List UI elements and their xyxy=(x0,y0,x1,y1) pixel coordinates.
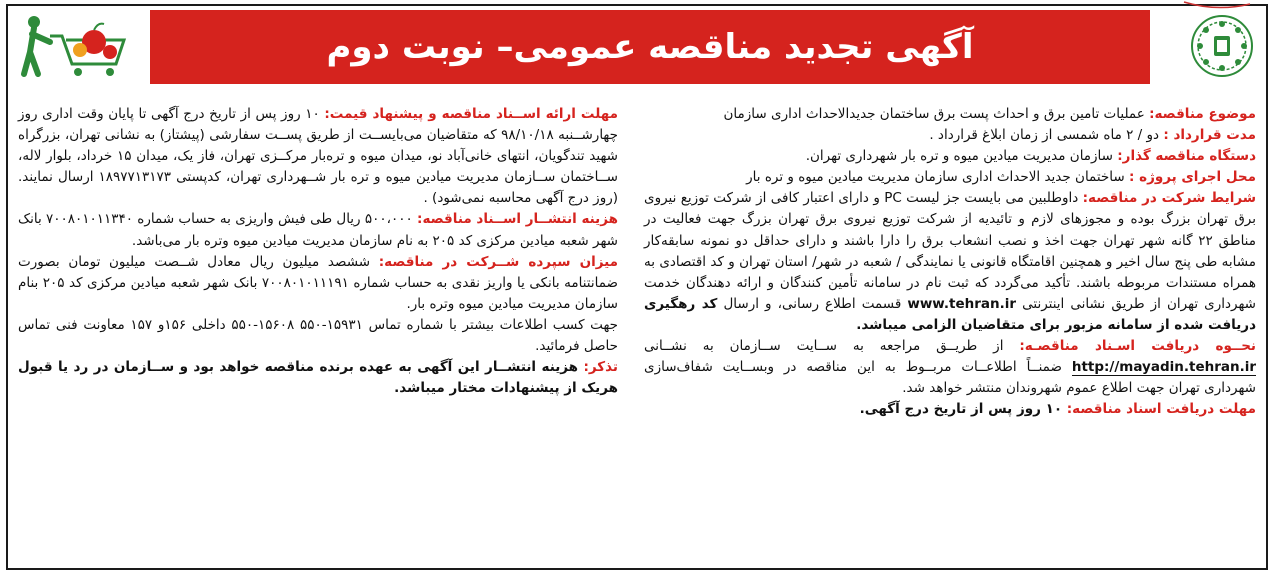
document-receipt-deadline: مهلت دریافت اسناد مناقصه: ۱۰ روز پس از تاریخ درج آگهی. xyxy=(859,401,1256,418)
right-column xyxy=(644,104,1256,420)
participation-conditions: شرایط شرکت در مناقصه: داوطلبین می بایست جز لیست PC و دارای اعتبار کافی از شرکت توزیع نیروی برق تهران بزرگ بوده و مجوزهای لازم و تائیدیه از شرکت توزیع نیروی برق تهران بزرگ جهت فعالیت در مناطق ۲۲ گانه شهر تهران جهت اخذ و نصب انشعاب برق را دارا باشند و دارای حداقل دو نمونه سابقه‌کار مشابه طی پنج سال اخیر و همچنین اقامتگاه قانونی یا نمایندگی / شعبه در شهر/ استان تهران و کد اقتصادی به همراه مستندات مربوطه باشند. تأکید می‌گردد که ثبت نام در سامانه تأمین کنندگان و ارائه دهندگان خدمت شهرداری تهران از طریق نشانی اینترنتی www.tehran.ir قسمت اطلاع رسانی، و ارسال کد رهگیری دریافت شده از سامانه مزبور برای متقاضیان الزامی میباشد. xyxy=(644,190,1257,333)
corner-stroke-icon xyxy=(1182,0,1252,12)
page-title: آگهی تجدید مناقصه عمومی– نوبت دوم xyxy=(326,27,974,67)
mayadin-website-link[interactable]: http://mayadin.tehran.ir xyxy=(1071,359,1256,376)
document-fee: هزینه انتشــار اســناد مناقصه: ۵۰۰،۰۰۰ ریال طی فیش واریزی به حساب شماره ۷۰۰۸۰۱۰۱۱۳۴۰ بانک شهر شعبه میادین مرکزی کد ۲۰۵ به نام سازمان مدیریت میادین میوه وتره بار می‌باشد. xyxy=(17,211,618,249)
left-column xyxy=(18,104,618,399)
tehran-website-link[interactable]: www.tehran.ir xyxy=(907,295,1017,312)
project-location: محل اجرای پروژه : ساختمان جدید الاحداث اداری سازمان مدیریت میادین میوه و تره بار xyxy=(746,169,1256,186)
tendering-organization: دستگاه مناقصه گذار: سازمان مدیریت میادین میوه و تره بار شهرداری تهران. xyxy=(805,148,1256,165)
contact-info: جهت کسب اطلاعات بیشتر با شماره تماس ۱۵۹۳۱-۵۵۰ ۱۵۶۰۸-۵۵۰ داخلی ۱۵۶و ۱۵۷ معاونت فنی تماس حاصل فرمائید. xyxy=(18,316,619,355)
contract-duration: مدت قرارداد : دو / ۲ ماه شمسی از زمان ابلاغ قرارداد . xyxy=(929,127,1256,144)
bid-submission-deadline: مهلت ارائه اســناد مناقصه و پیشنهاد قیمت: ۱۰ روز پس از تاریخ درج آگهی تا پایان وقت اداری روز چهارشــنبه ۹۸/۱۰/۱۸ که متقاضیان می‌بایســت از طریق پســت سفارشی (پیشتاز) به نشانی تهران، بزرگراه شهید تندگویان، انتهای خانی‌آباد نو، میدان میوه و تره‌بار مرکــزی تهران، فاز یک، میدان ۱۵ خرداد، بلوار لاله، ســاختمان ســازمان مدیریت میادین میوه و تره بار شــهرداری تهران، کدپستی ۱۸۹۷۷۱۳۱۷۳ ارسال نمایند. (روز درج آگهی محاسبه نمی‌شود) . xyxy=(18,106,618,207)
notice-remark: تذکر: هزینه انتشــار این آگهی به عهده برنده مناقصه خواهد بود و ســازمان در رد یا قبول هریک از پیشنهادات مختار میباشد. xyxy=(18,359,618,397)
tender-subject: موضوع مناقصه: عملیات تامین برق و احداث پست برق ساختمان جدیدالاحداث اداری سازمان xyxy=(723,106,1256,122)
document-receipt-method: نحــوه دریافت اسـناد مناقصـه: از طریــق مراجعه به ســایت ســازمان به نشــانی http://mayadin.tehran.ir ضمنــاً اطلاعــات مربــوط به این مناقصه در وبســایت شفاف‌سازی شهرداری تهران جهت اطلاع عموم شهروندان منتشر خواهد شد. xyxy=(644,338,1257,397)
title-banner xyxy=(150,10,1150,84)
tehran-municipality-seal-icon xyxy=(1190,14,1254,78)
fruit-cart-logo-icon xyxy=(20,12,130,82)
bid-deposit: میزان سپرده شــرکت در مناقصه: ششصد میلیون ریال معادل شــصت میلیون تومان بصورت ضمانتنامه بانکی یا واریز نقدی به حساب شماره ۷۰۰۸۰۱۰۱۱۱۹۱ بانک شهر شعبه میادین مرکزی کد ۲۰۵ بنام سازمان مدیریت میادین میوه وتره بار. xyxy=(18,253,618,312)
